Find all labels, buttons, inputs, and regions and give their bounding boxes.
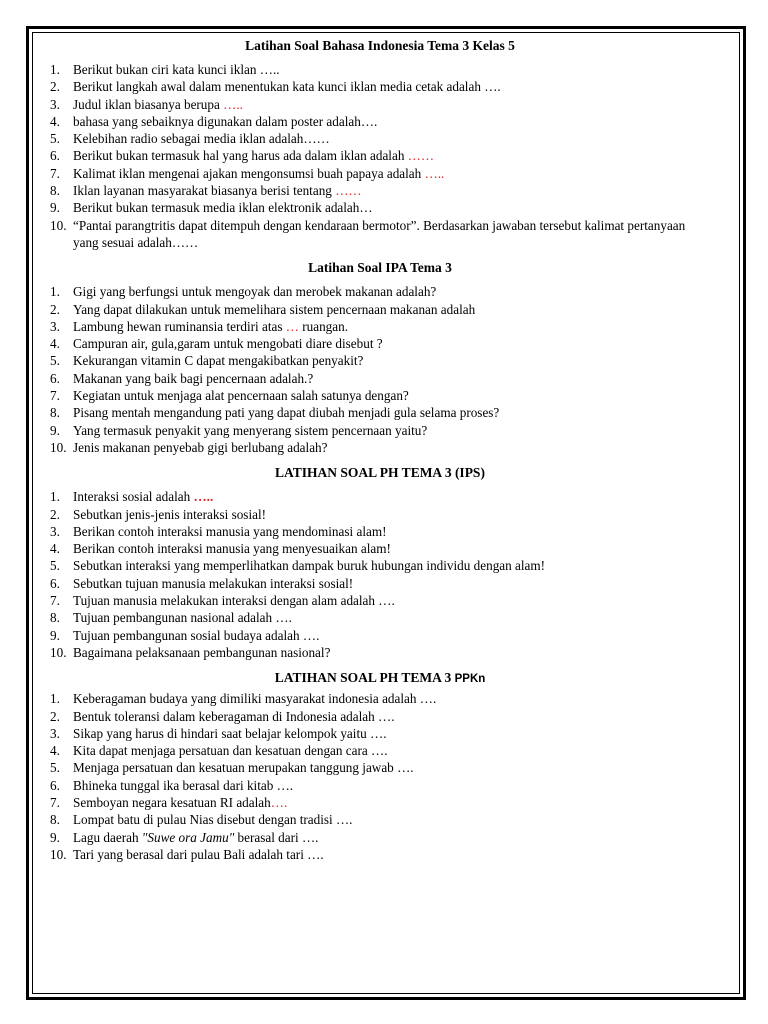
question-number: 4. xyxy=(50,541,60,557)
question-blank: … xyxy=(285,318,299,334)
question-item xyxy=(50,609,710,626)
question-item xyxy=(50,147,710,164)
question-text: Tujuan pembangunan sosial budaya adalah …. xyxy=(73,627,320,643)
question-number: 5. xyxy=(50,558,60,574)
question-text: Kegiatan untuk menjaga alat pencernaan salah satunya dengan? xyxy=(73,388,409,404)
question-number: 4. xyxy=(50,743,60,759)
question-item xyxy=(50,78,710,95)
question-number: 3. xyxy=(50,96,60,112)
question-text: Sebutkan tujuan manusia melakukan interaksi sosial! xyxy=(73,575,354,591)
question-item xyxy=(50,130,710,147)
question-text: “Pantai parangtritis dapat ditempuh dengan kendaraan bermotor”. Berdasarkan jawaban tersebut kalimat pertanyaan yang sesuai adalah…… xyxy=(73,217,686,250)
question-list xyxy=(50,488,710,661)
question-number: 7. xyxy=(50,388,60,404)
question-text: Gigi yang berfungsi untuk mengoyak dan merobek makanan adalah? xyxy=(73,284,437,300)
question-text: bahasa yang sebaiknya digunakan dalam poster adalah…. xyxy=(73,113,378,129)
question-text: Bentuk toleransi dalam keberagaman di Indonesia adalah …. xyxy=(73,708,395,724)
question-text: Kekurangan vitamin C dapat mengakibatkan penyakit? xyxy=(73,353,364,369)
question-item xyxy=(50,182,710,199)
question-text: Berikut bukan termasuk media iklan elektronik adalah… xyxy=(73,200,373,216)
question-number: 1. xyxy=(50,284,60,300)
question-item xyxy=(50,113,710,130)
question-item xyxy=(50,523,710,540)
question-text: Sebutkan interaksi yang memperlihatkan dampak buruk hubungan individu dengan alam! xyxy=(73,558,546,574)
question-text: Tujuan pembangunan nasional adalah …. xyxy=(73,610,292,626)
question-item xyxy=(50,777,710,794)
question-number: 10. xyxy=(50,217,67,233)
question-number: 7. xyxy=(50,593,60,609)
question-text: Tujuan manusia melakukan interaksi dengan alam adalah …. xyxy=(73,593,395,609)
question-item xyxy=(50,488,710,505)
question-number: 5. xyxy=(50,760,60,776)
question-item xyxy=(50,575,710,592)
question-text: Berikut langkah awal dalam menentukan kata kunci iklan media cetak adalah …. xyxy=(73,79,501,95)
document-content xyxy=(50,37,710,863)
question-text: Yang dapat dilakukan untuk memelihara sistem pencernaan makanan adalah xyxy=(73,301,476,317)
question-item xyxy=(50,742,710,759)
section-ppkn xyxy=(50,669,710,863)
question-item xyxy=(50,199,710,216)
question-item xyxy=(50,627,710,644)
question-number: 3. xyxy=(50,725,60,741)
question-item xyxy=(50,725,710,742)
question-item xyxy=(50,829,710,846)
question-item xyxy=(50,61,710,78)
question-number: 1. xyxy=(50,691,60,707)
question-number: 7. xyxy=(50,794,60,810)
question-item xyxy=(50,335,710,352)
question-text: Lagu daerah xyxy=(73,829,142,845)
question-item xyxy=(50,506,710,523)
section-bahasa-indonesia xyxy=(50,37,710,251)
question-list xyxy=(50,61,710,251)
question-item xyxy=(50,794,710,811)
question-number: 1. xyxy=(50,489,60,505)
question-number: 5. xyxy=(50,131,60,147)
question-text: Iklan layanan masyarakat biasanya berisi tentang xyxy=(73,183,336,199)
section-title: LATIHAN SOAL PH TEMA 3 (IPS) xyxy=(275,465,485,481)
question-number: 4. xyxy=(50,336,60,352)
question-item xyxy=(50,708,710,725)
question-text: Sikap yang harus di hindari saat belajar kelompok yaitu …. xyxy=(73,725,387,741)
question-number: 2. xyxy=(50,301,60,317)
question-item xyxy=(50,557,710,574)
question-item xyxy=(50,96,710,113)
question-item xyxy=(50,759,710,776)
question-number: 8. xyxy=(50,610,60,626)
question-number: 3. xyxy=(50,523,60,539)
question-item xyxy=(50,439,710,456)
question-number: 9. xyxy=(50,627,60,643)
section-title: Latihan Soal Bahasa Indonesia Tema 3 Kelas 5 xyxy=(245,38,515,53)
question-number: 8. xyxy=(50,812,60,828)
question-text: Kalimat iklan mengenai ajakan mengonsumsi buah papaya adalah xyxy=(73,165,425,181)
question-text: Berikan contoh interaksi manusia yang mendominasi alam! xyxy=(73,523,387,539)
question-text-end: berasal dari …. xyxy=(234,829,319,845)
question-number: 8. xyxy=(50,405,60,421)
question-item xyxy=(50,846,710,863)
question-number: 2. xyxy=(50,506,60,522)
question-item xyxy=(50,318,710,335)
question-number: 6. xyxy=(50,370,60,386)
question-blank: ….. xyxy=(223,96,243,112)
question-text: Jenis makanan penyebab gigi berlubang adalah? xyxy=(73,439,328,455)
question-text: Sebutkan jenis-jenis interaksi sosial! xyxy=(73,506,267,522)
question-number: 8. xyxy=(50,183,60,199)
question-item xyxy=(50,592,710,609)
question-text: Yang termasuk penyakit yang menyerang sistem pencernaan yaitu? xyxy=(73,422,428,438)
question-blank: …… xyxy=(407,148,435,164)
question-blank: …… xyxy=(335,183,362,199)
question-number: 6. xyxy=(50,575,60,591)
question-item xyxy=(50,352,710,369)
question-blank: "Suwe ora Jamu" xyxy=(141,829,235,845)
question-number: 10. xyxy=(50,644,67,660)
question-list xyxy=(50,690,710,863)
question-number: 6. xyxy=(50,777,60,793)
question-number: 4. xyxy=(50,113,60,129)
question-number: 2. xyxy=(50,708,60,724)
question-text: Berikut bukan termasuk hal yang harus ada dalam iklan adalah xyxy=(73,148,408,164)
question-blank: ….. xyxy=(424,165,445,181)
question-number: 2. xyxy=(50,79,60,95)
question-number: 1. xyxy=(50,62,60,77)
section-title: LATIHAN SOAL PH TEMA 3 PPKn xyxy=(274,670,486,686)
question-item xyxy=(50,387,710,404)
question-item xyxy=(50,540,710,557)
question-list xyxy=(50,283,710,456)
question-text: Tari yang berasal dari pulau Bali adalah tari …. xyxy=(73,846,324,862)
question-text: Judul iklan biasanya berupa xyxy=(73,96,224,112)
question-text: Lambung hewan ruminansia terdiri atas xyxy=(73,318,286,334)
section-ips xyxy=(50,464,710,661)
question-number: 5. xyxy=(50,353,60,369)
question-text: Makanan yang baik bagi pencernaan adalah.? xyxy=(73,370,314,386)
section-ipa xyxy=(50,259,710,456)
question-item xyxy=(50,644,710,661)
question-number: 9. xyxy=(50,200,60,216)
question-item xyxy=(50,165,710,182)
question-number: 6. xyxy=(50,148,60,164)
question-item xyxy=(50,217,710,252)
question-blank: …. xyxy=(270,794,288,810)
question-number: 10. xyxy=(50,439,67,455)
question-text: Campuran air, gula,garam untuk mengobati diare disebut ? xyxy=(73,336,383,352)
question-item xyxy=(50,690,710,707)
question-text: Berikut bukan ciri kata kunci iklan ….. xyxy=(73,62,280,77)
question-number: 3. xyxy=(50,318,60,334)
question-item xyxy=(50,404,710,421)
question-item xyxy=(50,422,710,439)
question-item xyxy=(50,370,710,387)
question-text-end: ruangan. xyxy=(298,318,349,334)
question-number: 7. xyxy=(50,165,60,181)
question-number: 9. xyxy=(50,422,60,438)
question-number: 10. xyxy=(50,846,67,862)
question-text: Menjaga persatuan dan kesatuan merupakan tanggung jawab …. xyxy=(73,760,414,776)
question-item xyxy=(50,283,710,300)
question-text: Interaksi sosial adalah xyxy=(73,489,194,505)
question-text: Pisang mentah mengandung pati yang dapat diubah menjadi gula selama proses? xyxy=(73,405,500,421)
question-text: Bagaimana pelaksanaan pembangunan nasional? xyxy=(73,644,331,660)
question-item xyxy=(50,811,710,828)
question-item xyxy=(50,301,710,318)
question-text: Bhineka tunggal ika berasal dari kitab …. xyxy=(73,777,294,793)
question-text: Berikan contoh interaksi manusia yang menyesuaikan alam! xyxy=(73,541,391,557)
question-blank: ….. xyxy=(193,489,214,505)
question-number: 9. xyxy=(50,829,60,845)
question-text: Lompat batu di pulau Nias disebut dengan tradisi …. xyxy=(73,812,353,828)
question-text: Kelebihan radio sebagai media iklan adalah…… xyxy=(73,131,330,147)
question-text: Semboyan negara kesatuan RI adalah xyxy=(73,794,271,810)
question-text: Kita dapat menjaga persatuan dan kesatuan dengan cara …. xyxy=(73,743,388,759)
question-text: Keberagaman budaya yang dimiliki masyarakat indonesia adalah …. xyxy=(73,691,437,707)
section-title: Latihan Soal IPA Tema 3 xyxy=(308,260,452,276)
